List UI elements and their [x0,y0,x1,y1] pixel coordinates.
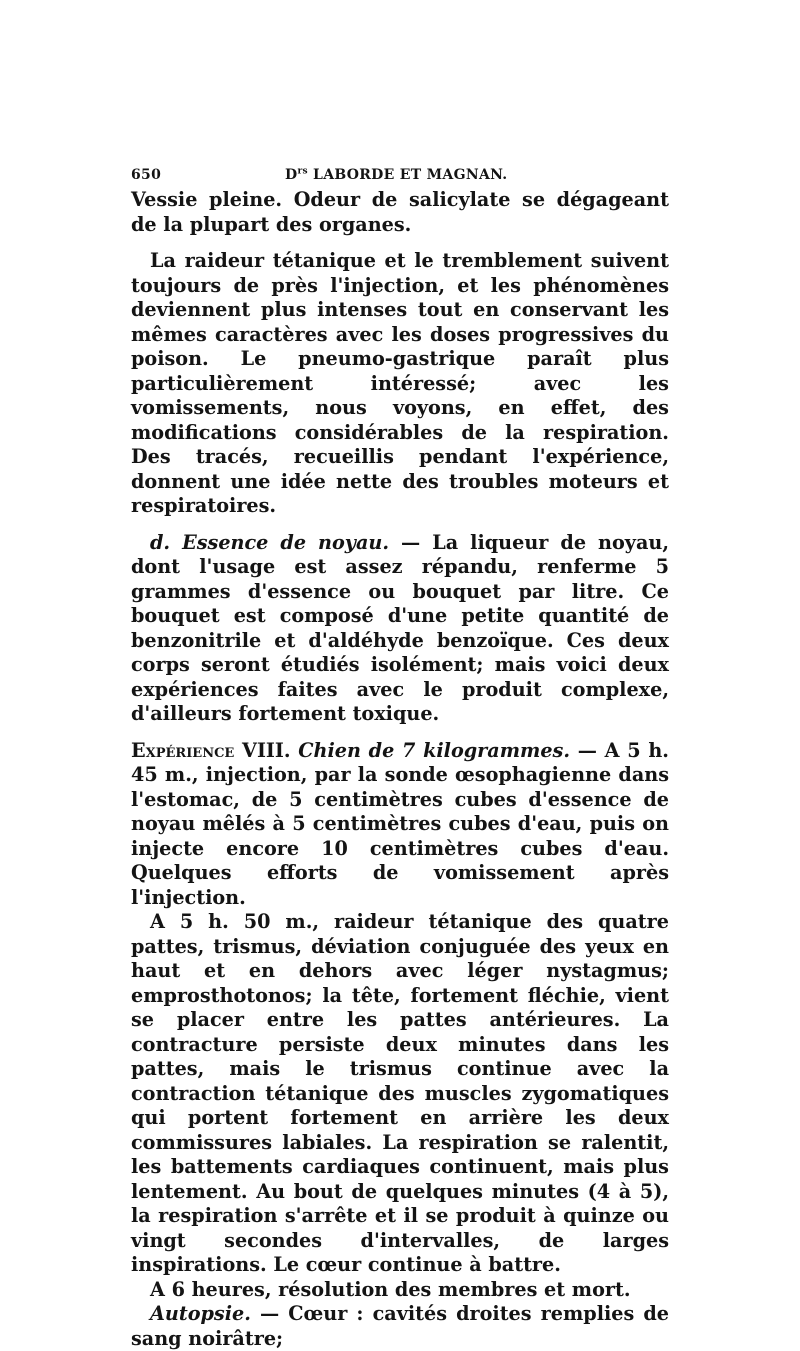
running-title-prefix: D [285,167,298,183]
running-title [285,162,507,188]
paragraph-essence-de-noyau-text: — La liqueur de noyau, dont l'usage est assez répandu, renferme 5 grammes d'essence ou bouquet par litre. Ce bouquet est composé d'une petite quantité de benzonitrile et d'aldéhyde benzoïque. Ces deux corps seront étudiés isolément; mais voici deux expériences faites avec le produit complexe, d'ailleurs fortement toxique. [131,530,670,725]
autopsie-heading: Autopsie. [150,1302,251,1325]
experience-title: Chien de 7 kilogrammes. [290,738,571,762]
running-head [131,162,669,188]
running-title-authors: LABORDE ET MAGNAN. [307,167,508,183]
paragraph-raideur: La raideur tétanique et le tremblement suivent toujours de près l'injection, et les phénomènes deviennent plus intenses tout en conservant les mêmes caractères avec les doses progressives du poison. Le pneumo-gastrique paraît plus particulièrement intéressé; avec les vomissements, nous voyons, en effet, des modifications considérables de la respiration. Des tracés, recueillis pendant l'expérience, donnent une idée nette des troubles moteurs et respiratoires. [131,249,669,517]
paragraph-5h50: A 5 h. 50 m., raideur tétanique des quatre pattes, trismus, déviation conjuguée des yeux en haut et en dehors avec léger nystagmus; emprosthotonos; la tête, fortement fléchie, vient se placer entre les pattes antérieures. La contracture persiste deux minutes dans les pattes, mais le trismus continue avec la contraction tétanique des muscles zygomatiques qui portent fortement en arrière les deux commissures labiales. La respiration se ralentit, les battements cardiaques continuent, mais plus lentement. Au bout de quelques minutes (4 à 5), la respiration s'arrête et il se produit à quinze ou vingt secondes d'intervalles, de larges inspirations. Le cœur continue à battre. [131,910,669,1276]
page-number: 650 [131,167,162,183]
paragraph-essence-de-noyau [131,531,669,727]
running-title-superscript: rs [297,166,308,177]
section-heading-essence-de-noyau: d. Essence de noyau. [150,530,390,554]
paragraph-vessie: Vessie pleine. Odeur de salicylate se dégageant de la plupart des organes. [131,188,669,236]
experience-text: — A 5 h. 45 m., injection, par la sonde œsophagienne dans l'estomac, de 5 centimètres cubes d'essence de noyau mêlés à 5 centimètres cubes d'eau, puis on injecte encore 10 centimètres cubes d'eau. Quelques efforts de vomissement après l'injection. [131,738,669,909]
paragraph-6-heures: A 6 heures, résolution des membres et mort. [150,1277,631,1301]
experience-label: Expérience VIII. [131,738,291,762]
autopsie-text: — Cœur : cavités droites remplies de sang noirâtre; [131,1302,669,1350]
page-text [131,162,669,1351]
paragraph-autopsie [131,1302,669,1351]
paragraph-experience-viii [131,739,669,911]
